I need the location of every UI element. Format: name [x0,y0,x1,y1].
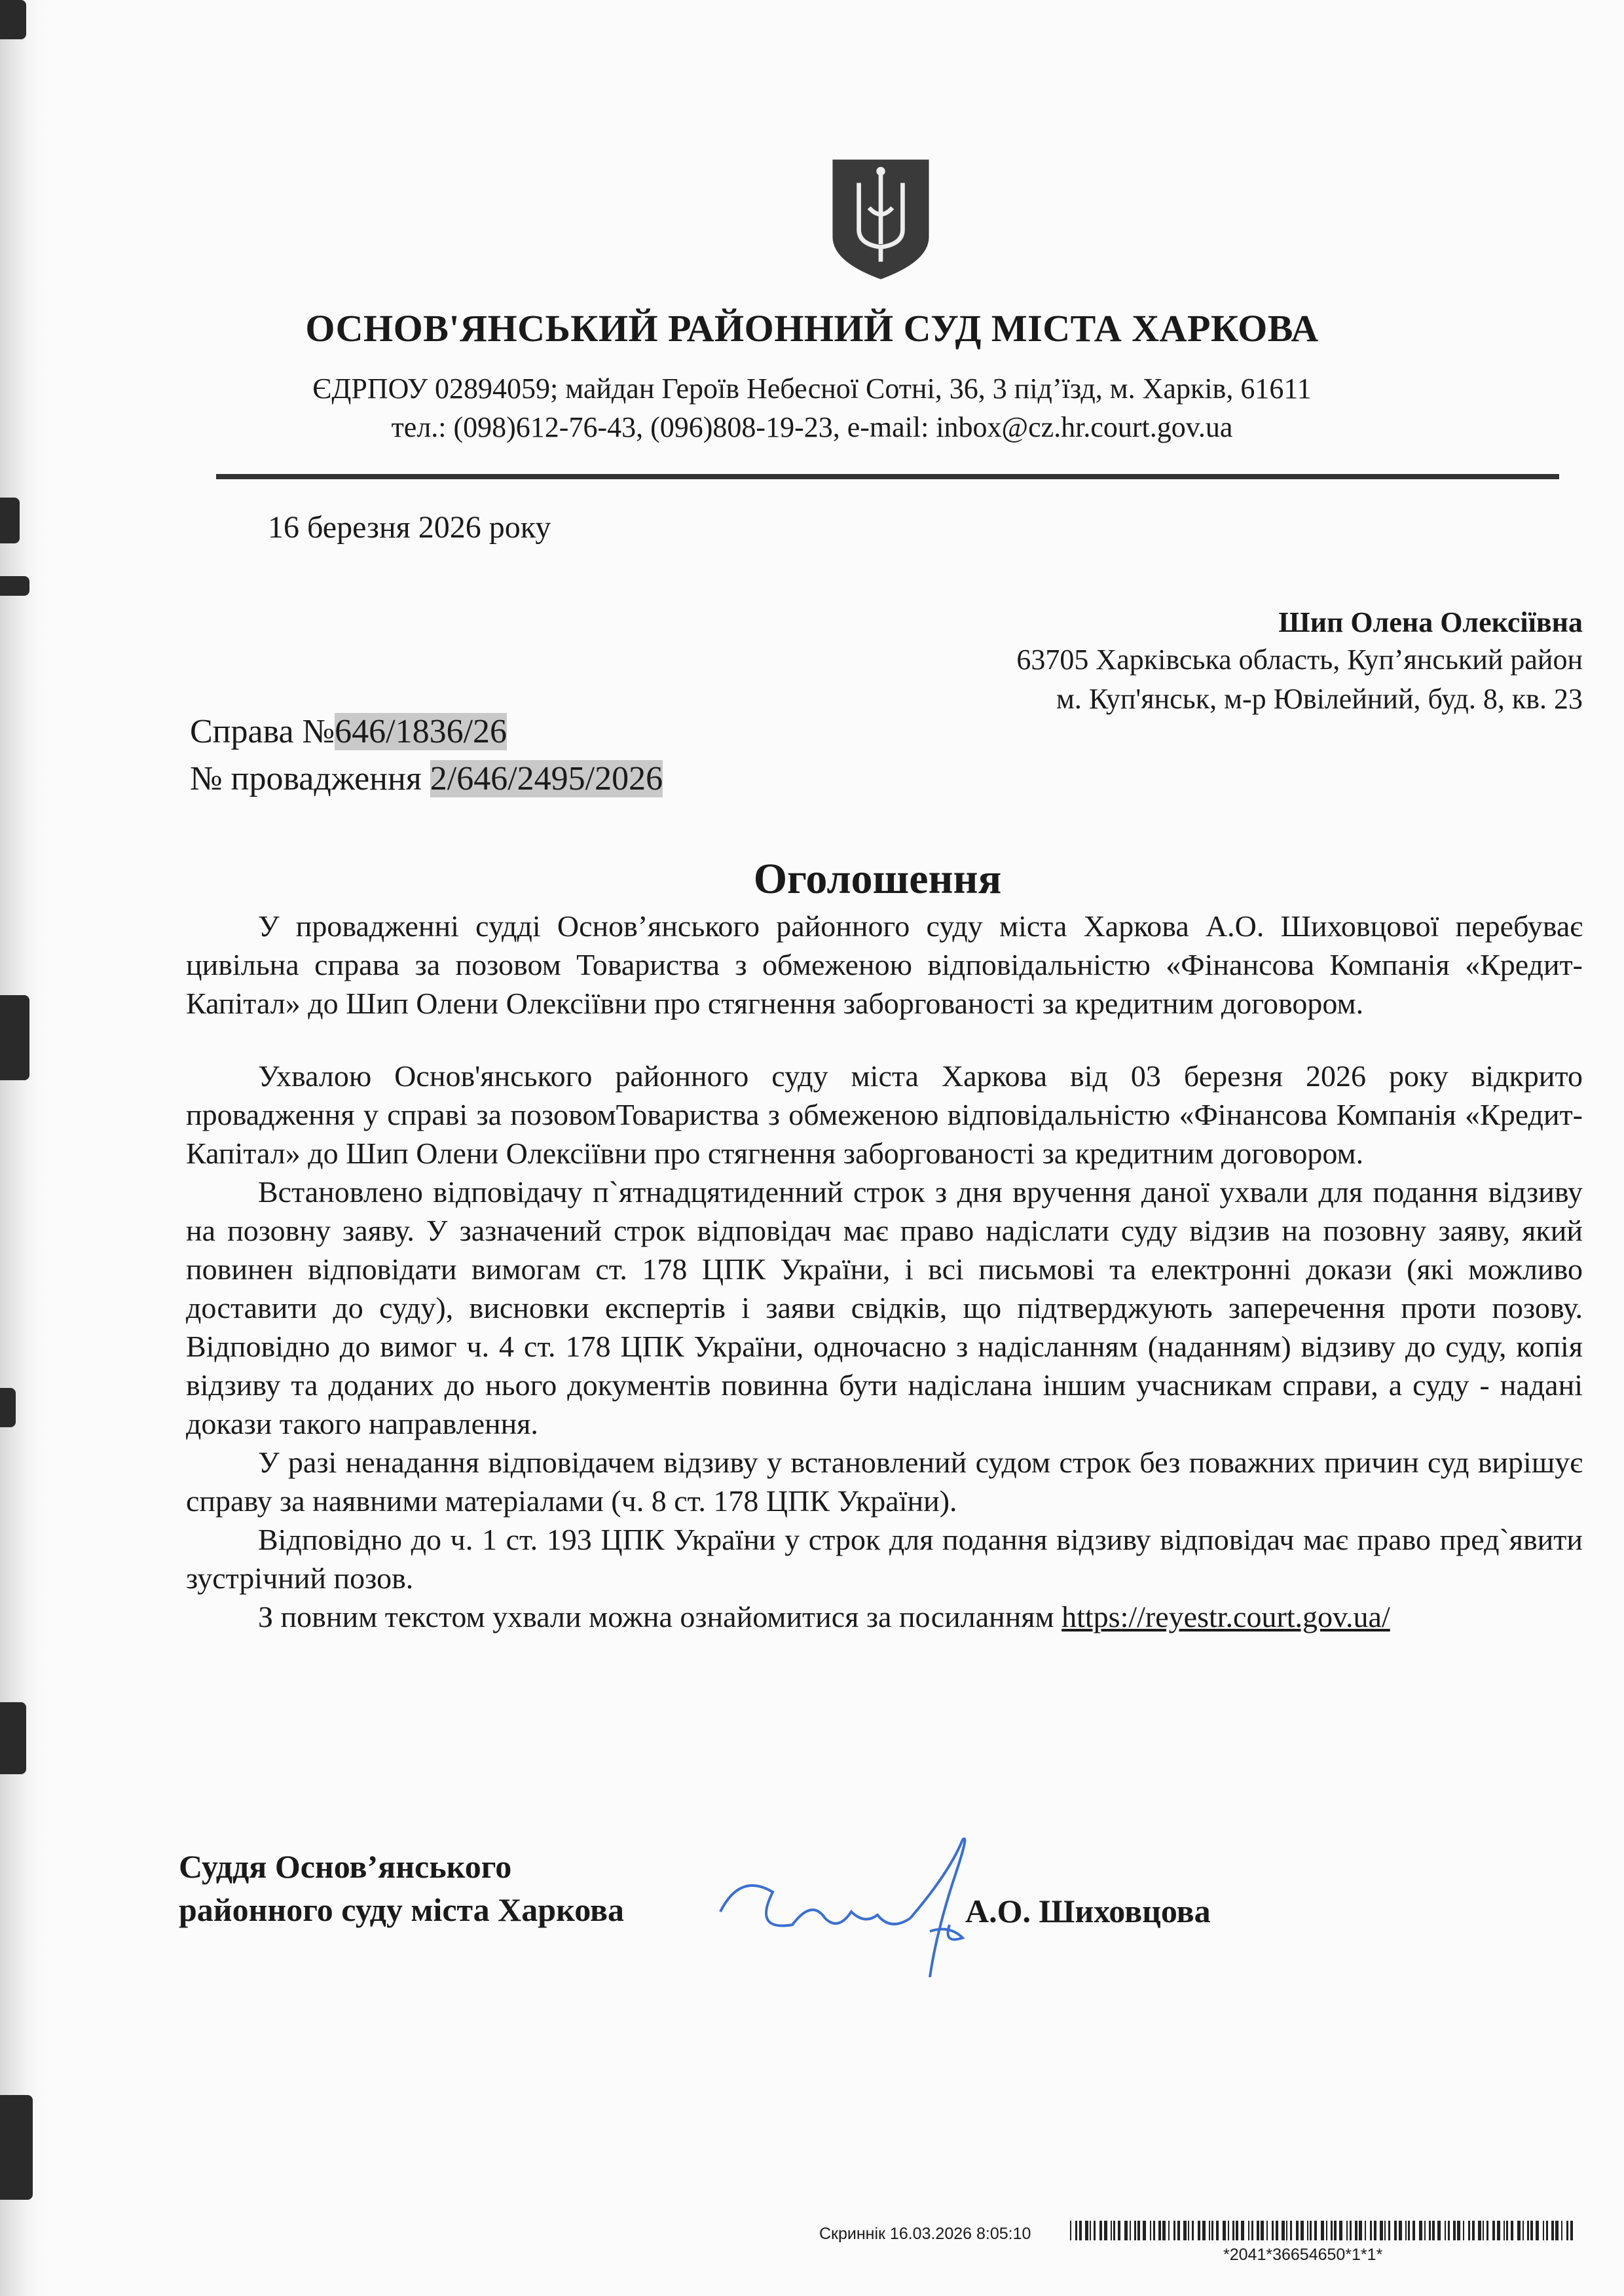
scan-artifact [0,1388,16,1427]
barcode-bar [1282,2221,1285,2240]
barcode-bar [1211,2221,1213,2240]
barcode-bar [1228,2221,1229,2240]
barcode-bar [1405,2221,1407,2240]
scan-artifact [0,2095,33,2200]
barcode-bar [1536,2221,1539,2240]
barcode-bar [1075,2221,1077,2240]
barcode-bar [1380,2221,1383,2240]
scan-stamp: Скриннік 16.03.2026 8:05:10 [819,2225,1031,2243]
barcode-bar [1453,2221,1456,2240]
barcode-bar [1209,2221,1210,2240]
barcode-bar [1468,2221,1470,2240]
barcode-bar [1370,2221,1372,2240]
barcode-bar [1412,2221,1415,2240]
barcode-bar [1192,2221,1194,2240]
barcode-bar [1486,2221,1488,2240]
barcode-bar [1090,2221,1091,2240]
barcode-bar [1419,2221,1422,2240]
barcode-bar [1143,2221,1146,2240]
barcode-bar [1168,2221,1170,2240]
barcode-bar [1310,2221,1312,2240]
scan-artifact [0,995,29,1080]
barcode-bar [1432,2221,1435,2240]
barcode-bar [1216,2221,1219,2240]
notice-paragraph: У провадженні судді Основ’янського районного суду міста Харкова А.О. Шиховцової перебуває цивільна справа за позовом Товариства з обмеженою відповідальністю «Фінансова Компанія «Кредит-Капітал» до Шип Олени Олексіївни про стягнення заборгованості за кредитним договором. [186,909,1583,1020]
barcode-bar [1334,2221,1337,2240]
barcode-bar [1555,2221,1559,2240]
barcode-bar [1158,2221,1161,2240]
barcode-bar [1236,2221,1238,2240]
barcode-bar [1111,2221,1112,2240]
document-date: 16 березня 2026 року [268,510,551,545]
barcode-bar [1266,2221,1268,2240]
barcode-bar [1290,2221,1292,2240]
barcode-bar [1118,2221,1120,2240]
scan-artifact [0,0,26,39]
barcode-bar [1094,2221,1096,2240]
barcode-bar [1183,2221,1187,2240]
barcode-bar [1307,2221,1308,2240]
barcode [1070,2221,1574,2240]
barcode-bar [1124,2221,1128,2240]
barcode-bar [1261,2221,1264,2240]
barcode-bar [1517,2221,1521,2240]
barcode-bar [1113,2221,1115,2240]
barcode-bar [1257,2221,1259,2240]
barcode-bar [1276,2221,1278,2240]
barcode-bar [1543,2221,1544,2240]
case-label: Справа № [190,713,335,750]
notice-paragraph: Встановлено відповідачу п`ятнадцятиденний строк з дня вручення даної ухвали для подання відзиву на позовну заяву. У зазначений строк відповідач має право надіслати суду відзив на позовну заяву, який повинен відповідати вимогам ст. 178 ЦПК України, і всі письмові та електронні докази (які можливо доставити до суду), висновки експертів і заяви свідків, що підтверджують заперечення проти позову. Відповідно до вимог ч. 4 ст. 178 ЦПК України, одночасно з надісланням (наданням) відзиву до суду, копія відзиву та доданих до нього документів повинна бути надіслана іншим учасникам справи, а суду - надані докази такого направлення. [186,1175,1583,1440]
barcode-bar [1296,2221,1299,2240]
barcode-bar [1463,2221,1464,2240]
barcode-bar [1223,2221,1226,2240]
addressee-address-line2: м. Куп'янськ, м-р Ювілейний, буд. 8, кв. 23 [1056,683,1583,715]
barcode-bar [1359,2221,1362,2240]
barcode-bar [1527,2221,1529,2240]
barcode-bar [1408,2221,1410,2240]
barcode-bar [1448,2221,1450,2240]
barcode-bar [1384,2221,1386,2240]
link-intro: З повним текстом ухвали можна ознайомитися за посиланням [258,1600,1062,1633]
barcode-bar [1173,2221,1175,2240]
barcode-bar [1241,2221,1244,2240]
barcode-bar [1272,2221,1274,2240]
barcode-bar [1134,2221,1136,2240]
barcode-bar [1445,2221,1446,2240]
barcode-bar [1530,2221,1533,2240]
notice-paragraph: Ухвалою Основ'янського районного суду міста Харкова від 03 березня 2026 року відкрито провадження у справі за позовомТовариства з обмеженою відповідальністю «Фінансова Компанія «Кредит-Капітал» до Шип Олени Олексіївни про стягнення заборгованості за кредитним договором. [186,1059,1583,1170]
barcode-bar [1232,2221,1234,2240]
case-number: 646/1836/26 [335,713,507,750]
barcode-bar [1153,2221,1155,2240]
barcode-bar [1130,2221,1131,2240]
barcode-bar [1150,2221,1151,2240]
court-address: ЄДРПОУ 02894059; майдан Героїв Небесної Сотні, 36, 3 під’їзд, м. Харків, 61611 [312,373,1312,405]
barcode-bar [1162,2221,1166,2240]
signatory-title-line2: районного суду міста Харкова [179,1891,625,1928]
addressee-address-line1: 63705 Харківська область, Куп’янський район [1016,644,1583,676]
barcode-bar [1561,2221,1562,2240]
barcode-bar [1399,2221,1402,2240]
barcode-bar [1492,2221,1495,2240]
barcode-bar [1070,2221,1071,2240]
barcode-bar [1483,2221,1484,2240]
proceeding-number: 2/646/2495/2026 [430,760,663,797]
barcode-bar [1429,2221,1431,2240]
barcode-bar [1079,2221,1082,2240]
barcode-bar [1566,2221,1568,2240]
barcode-bar [1326,2221,1327,2240]
barcode-bar [1248,2221,1249,2240]
barcode-bar [1504,2221,1505,2240]
barcode-bar [1506,2221,1508,2240]
barcode-bar [1546,2221,1548,2240]
barcode-bar [1251,2221,1253,2240]
barcode-bar [1522,2221,1524,2240]
notice-body [186,907,1583,1636]
barcode-bar [1301,2221,1304,2240]
barcode-bar [1339,2221,1342,2240]
notice-link-paragraph [186,1597,1583,1636]
barcode-bar [1478,2221,1481,2240]
barcode-bar [1321,2221,1324,2240]
court-name: ОСНОВ'ЯНСЬКИЙ РАЙОННИЙ СУД МІСТА ХАРКОВА [305,307,1319,350]
barcode-bar [1394,2221,1397,2240]
scan-artifact [0,498,20,543]
barcode-bar [1437,2221,1441,2240]
case-number-line [190,712,507,751]
barcode-bar [1424,2221,1426,2240]
barcode-bar [1551,2221,1554,2240]
barcode-bar [1497,2221,1500,2240]
barcode-bar [1188,2221,1189,2240]
barcode-bar [1099,2221,1102,2240]
scan-artifact [0,576,29,596]
scan-artifact [0,1702,26,1774]
barcode-bar [1198,2221,1200,2240]
notice-paragraph: У разі ненадання відповідачем відзиву у встановлений судом строк без поважних причин суд вирішує справу за наявними матеріалами (ч. 8 ст. 178 ЦПК України). [186,1446,1583,1518]
court-contacts: тел.: (098)612-76-43, (096)808-19-23, e-mail: inbox@cz.hr.court.gov.ua [391,411,1233,443]
proceeding-number-line [190,759,663,798]
barcode-bar [1570,2221,1573,2240]
barcode-bar [1511,2221,1513,2240]
proceeding-label: № провадження [190,760,430,797]
barcode-bar [1472,2221,1475,2240]
barcode-bar [1355,2221,1357,2240]
header-divider [216,474,1559,479]
barcode-bar [1346,2221,1348,2240]
registry-link[interactable]: https://reyestr.court.gov.ua/ [1061,1600,1390,1633]
barcode-bar [1314,2221,1317,2240]
notice-title: Оголошення [753,855,1002,903]
barcode-bar [1388,2221,1390,2240]
coat-of-arms-icon [830,156,932,281]
barcode-bar [1286,2221,1287,2240]
barcode-bar [1350,2221,1352,2240]
barcode-bar [1137,2221,1140,2240]
barcode-bar [1177,2221,1180,2240]
barcode-bar [1365,2221,1366,2240]
barcode-bar [1104,2221,1107,2240]
barcode-bar [1331,2221,1333,2240]
barcode-bar [1457,2221,1460,2240]
notice-paragraph: Відповідно до ч. 1 ст. 193 ЦПК України у строк для подання відзиву відповідач має право пред`явити зустрічний позов. [186,1523,1583,1595]
addressee-name: Шип Олена Олексіївна [1278,606,1583,638]
judge-name: А.О. Шиховцова [965,1893,1211,1929]
barcode-bar [1374,2221,1376,2240]
barcode-number: *2041*36654650*1*1* [1223,2246,1383,2264]
barcode-bar [1085,2221,1088,2240]
barcode-bar [1202,2221,1206,2240]
signatory-title-line1: Суддя Основ’янського [179,1848,512,1885]
